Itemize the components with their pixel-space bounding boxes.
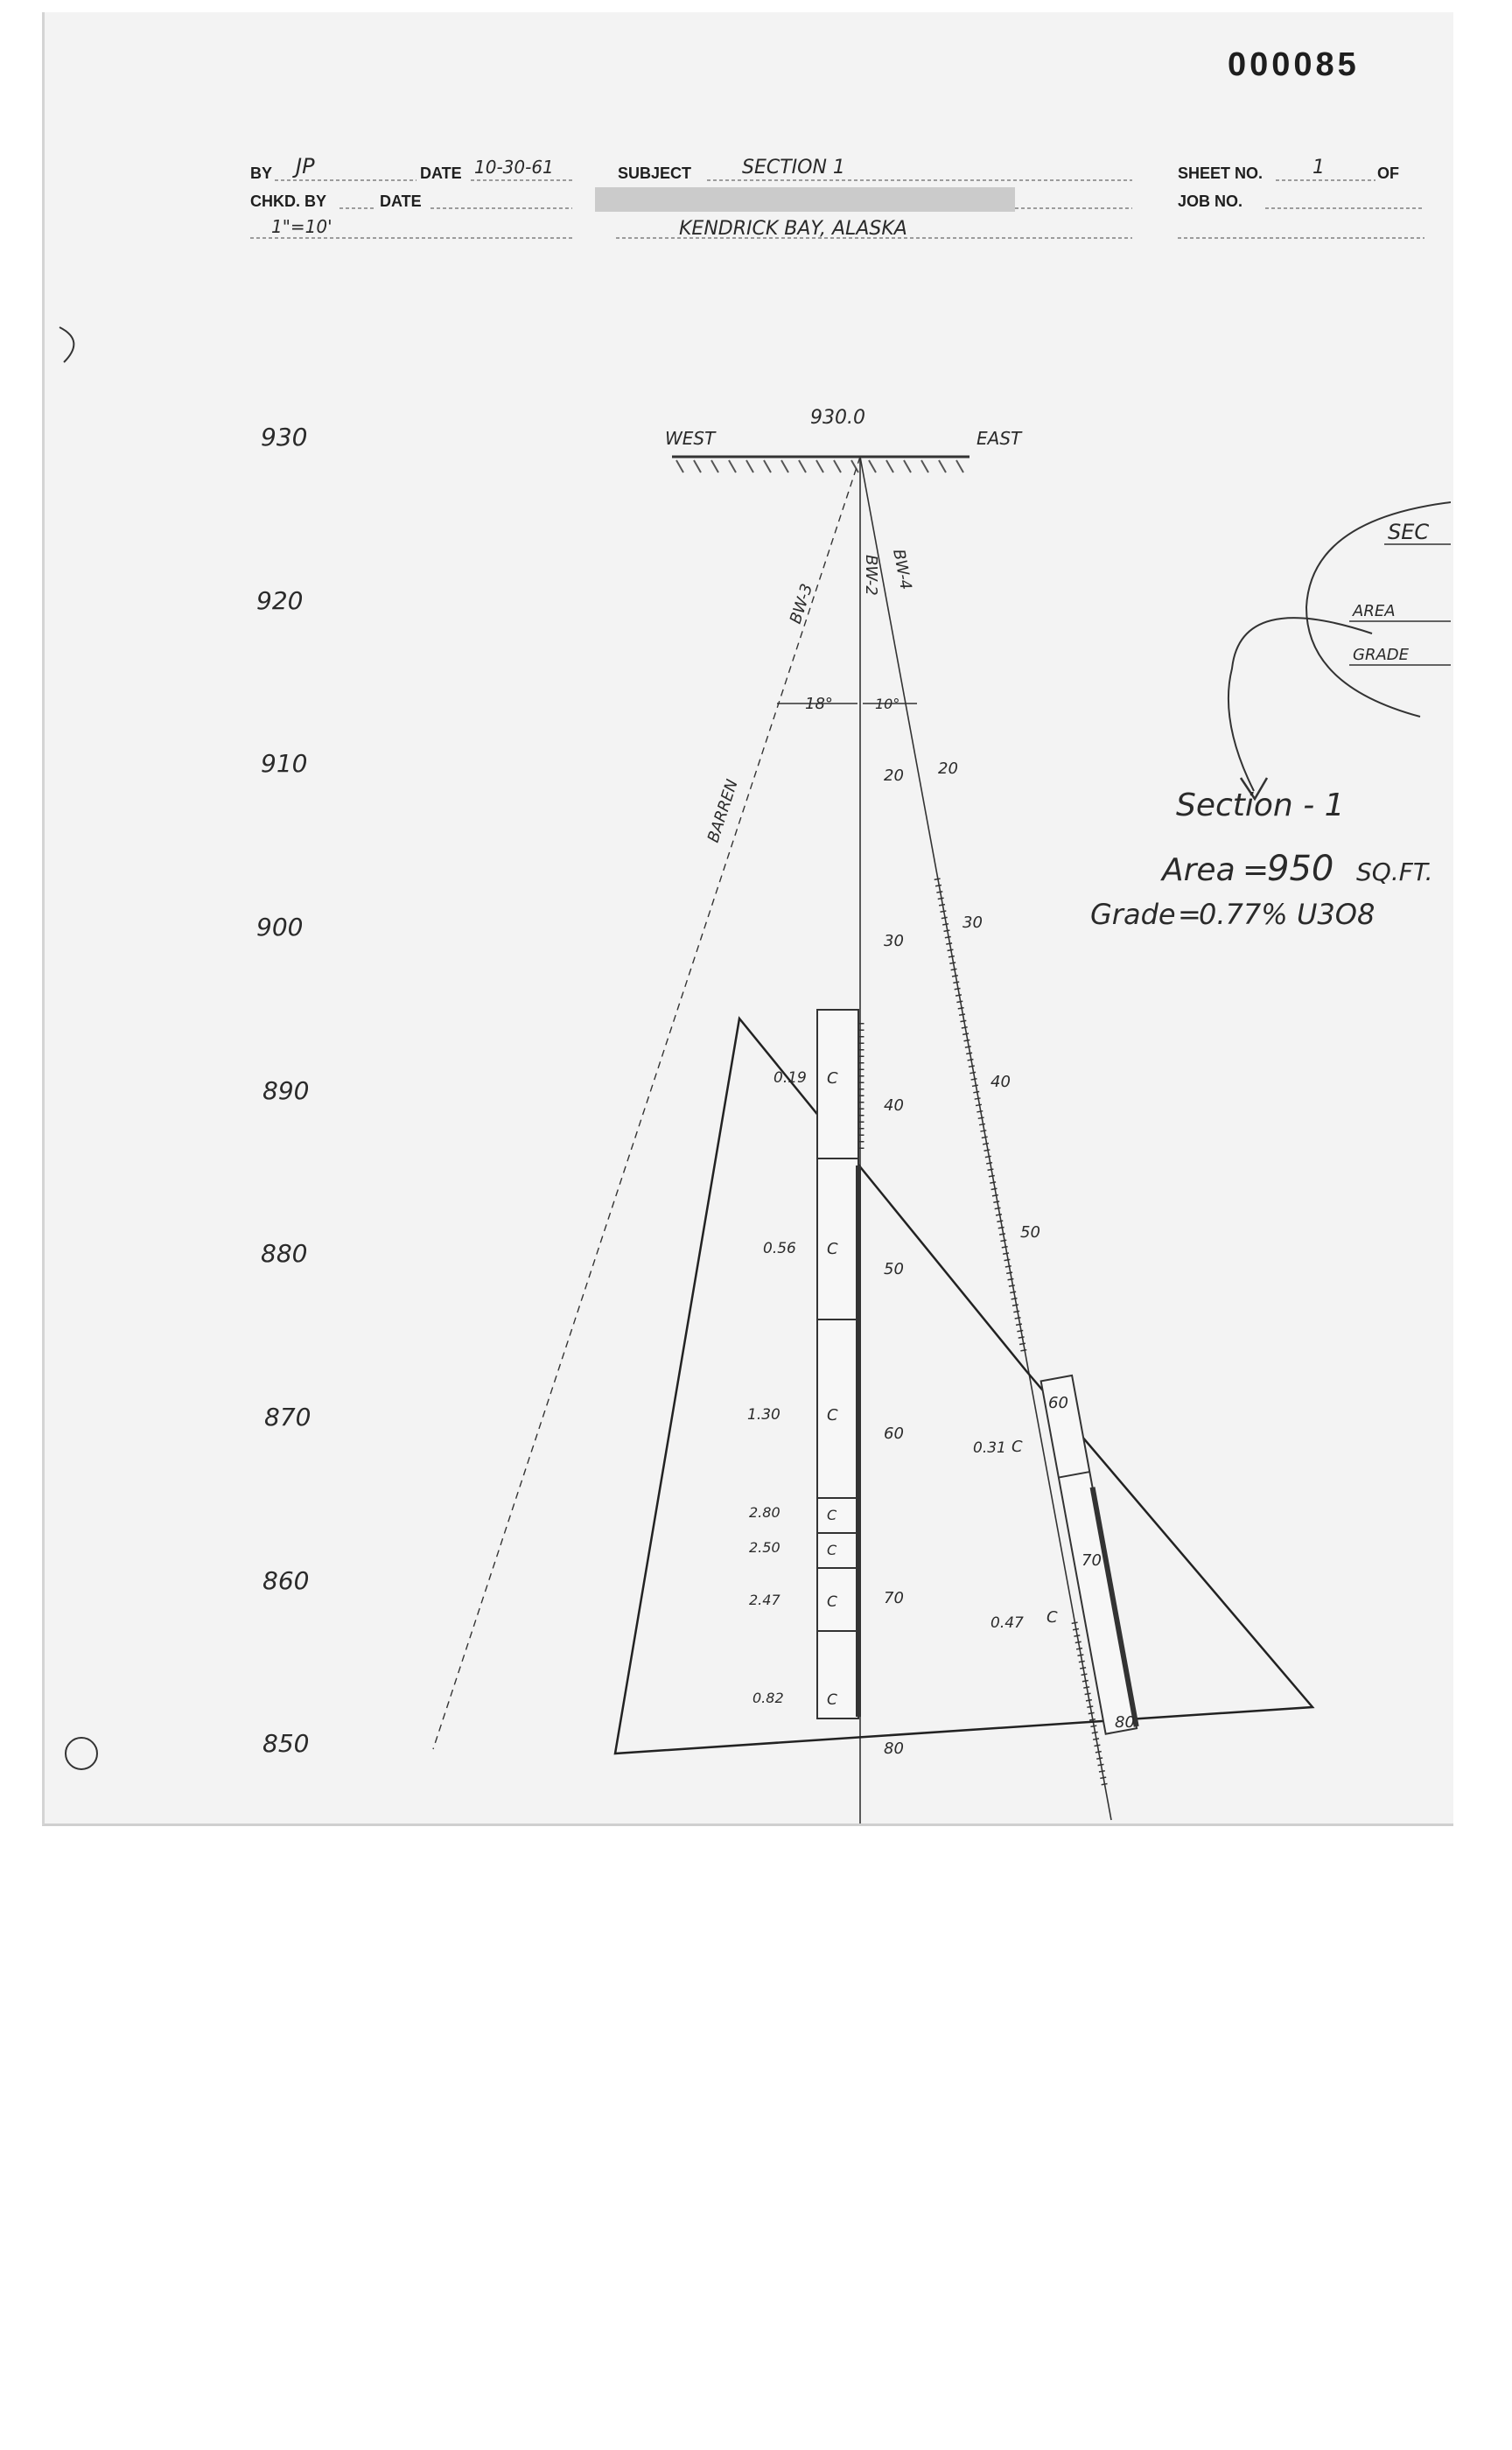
assay-grade: 0.82 [752,1690,784,1706]
depth-mark: 20 [938,760,958,778]
surface-elevation-label: 930.0 [810,407,865,429]
ore-zone-outline [615,1018,1312,1754]
elevation-label: 880 [261,1239,308,1268]
assay-code: C [827,1542,837,1558]
punch-hole-mark-bottom [66,1738,97,1769]
elevation-label: 890 [262,1076,310,1105]
cut-off-area: AREA [1353,602,1396,620]
of-label: OF [1377,164,1399,182]
depth-mark: 50 [1020,1223,1040,1242]
assay-grade: 1.30 [747,1406,780,1424]
date-value: 10-30-61 [474,157,554,178]
grade-unit: U3O8 [1297,898,1376,931]
elevation-label: 870 [264,1403,312,1432]
depth-mark: 50 [884,1260,904,1278]
assay-grade: 2.47 [749,1592,780,1608]
bw2-depth-marks [884,766,904,1758]
cut-off-sec: SEC [1388,520,1430,544]
elevation-label: 910 [261,749,308,778]
east-label: EAST [976,428,1022,449]
depth-mark: 40 [884,1096,904,1115]
area-unit: SQ.FT. [1356,858,1433,886]
elevation-scale [256,423,311,1758]
punch-hole-mark-top [60,327,74,362]
area-label: Area [1162,852,1236,888]
depth-mark: 60 [1048,1394,1068,1412]
depth-mark: 20 [884,766,904,785]
assay-code: C [827,1406,838,1424]
assay-code: C [827,1507,837,1523]
depth-mark: 30 [962,914,983,932]
summary-title: Section - 1 [1176,788,1345,823]
assay-code: C [1012,1438,1023,1456]
sheet-no-label: SHEET NO. [1178,164,1264,182]
chkd-by-label: CHKD. BY [250,192,327,210]
location-value: KENDRICK BAY, ALASKA [679,218,907,240]
barren-label: BARREN [704,777,742,845]
hole-angle-dimension [777,695,917,713]
bw2-label: BW-2 [862,555,880,596]
angle-right-label: 10° [875,696,900,712]
assay-grade: 2.50 [749,1539,780,1556]
assay-code: C [827,1691,837,1709]
assay-code: C [827,1069,838,1088]
grade-label: Grade [1090,898,1176,931]
subject-value: SECTION 1 [742,157,845,178]
depth-mark: 70 [1082,1551,1102,1570]
cut-off-note [1228,502,1451,799]
assay-grade: 0.56 [763,1240,796,1257]
west-label: WEST [665,428,716,449]
cut-off-grade: GRADE [1353,646,1410,664]
assay-code: C [827,1240,838,1258]
by-value: JP [296,154,315,178]
depth-mark: 60 [884,1424,904,1443]
elevation-label: 930 [261,423,308,452]
title-block [250,154,1424,240]
depth-mark: 30 [884,932,904,950]
angle-left-label: 18° [805,695,833,713]
elevation-label: 860 [262,1566,310,1595]
assay-code: C [1046,1608,1058,1627]
job-no-label: JOB NO. [1178,192,1243,210]
subject-label: SUBJECT [618,164,692,182]
assay-code: C [827,1593,837,1611]
redacted-field [595,187,1015,212]
by-label: BY [250,164,273,182]
elevation-label: 900 [256,913,304,942]
cross-section-drawing [42,12,1451,1824]
bw2-core-column [817,1010,858,1718]
grade-value: 0.77% [1199,898,1288,931]
date-label: DATE [420,164,462,182]
depth-mark: 40 [990,1073,1011,1091]
svg-text:=: = [1242,852,1270,888]
assay-grade: 0.47 [990,1614,1024,1632]
bw3-label: BW-3 [786,581,817,626]
depth-mark: 80 [884,1740,904,1758]
elevation-label: 850 [262,1729,310,1758]
sheet-no-value: 1 [1312,157,1325,178]
bw4-assays [973,1438,1058,1632]
scale-value: 1"=10' [271,216,332,237]
depth-mark: 80 [1115,1713,1135,1732]
area-value: 950 [1267,849,1334,889]
chkd-date-label: DATE [380,192,422,210]
document-number: 000085 [1228,46,1360,83]
bw4-label: BW-4 [889,547,915,592]
assay-grade: 0.19 [774,1069,807,1087]
assay-grade: 2.80 [749,1504,780,1521]
section-summary [1090,788,1433,931]
elevation-label: 920 [256,586,304,615]
assay-grade: 0.31 [973,1439,1006,1457]
ground-surface [665,407,1023,472]
depth-mark: 70 [884,1589,904,1607]
svg-text:=: = [1178,898,1201,931]
